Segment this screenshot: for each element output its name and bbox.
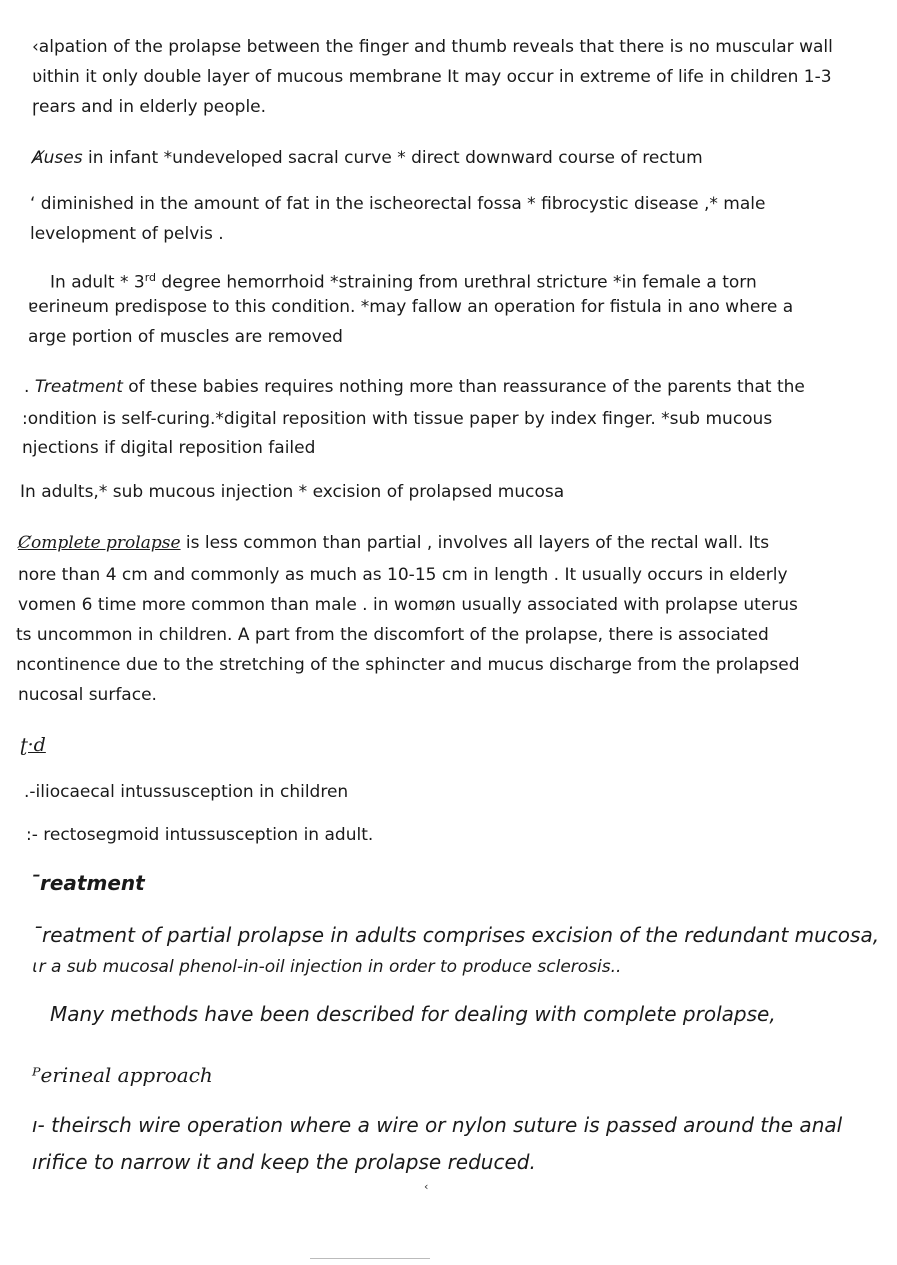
- causes-line: [32, 147, 703, 169]
- causes-label: Ⱥuses: [32, 148, 83, 168]
- text-line: ‘ diminished in the amount of fat in the ischeorectal fossa * fibrocystic disease ,* male: [30, 194, 766, 214]
- treatment-label: Treatment: [34, 377, 123, 397]
- text-line: arge portion of muscles are removed: [28, 327, 343, 347]
- text-line: levelopment of pelvis .: [30, 224, 224, 244]
- text-line: ı- theirsch wire operation where a wire or nylon suture is passed around the anal: [32, 1113, 843, 1137]
- list-item: :- rectosegmoid intussusception in adult.: [26, 825, 374, 845]
- section-heading: ˉreatment: [30, 871, 145, 895]
- text-line: ɼears and in elderly people.: [32, 97, 267, 117]
- text-line: ɩr a sub mucosal phenol-in-oil injection in order to produce sclerosis..: [32, 957, 622, 977]
- text-line: :ondition is self-curing.*digital reposition with tissue paper by index finger. *sub mucous: [22, 409, 773, 429]
- text-line: nucosal surface.: [18, 685, 157, 705]
- list-item: .-iliocaecal intussusception in children: [24, 782, 349, 802]
- text-line: In adults,* sub mucous injection * excision of prolapsed mucosa: [20, 482, 565, 502]
- adult-causes-line: [50, 267, 757, 294]
- treatment-text: of these babies requires nothing more than reassurance of the parents that the: [122, 377, 805, 397]
- text-line: ɐerineum predispose to this condition. *may fallow an operation for fistula in ano where a: [28, 297, 794, 317]
- scan-artifact: [310, 1258, 430, 1259]
- differential-diagnosis-label: ʈ·d: [20, 734, 46, 756]
- text-line: ‹alpation of the prolapse between the finger and thumb reveals that there is no muscular wall: [32, 37, 833, 57]
- subsection-heading: ᴾerineal approach: [32, 1063, 213, 1087]
- page-number-mark: ‹: [424, 1180, 429, 1193]
- text-line: njections if digital reposition failed: [22, 438, 316, 458]
- text-line: vomen 6 time more common than male . in womøn usually associated with prolapse uterus: [18, 595, 798, 615]
- complete-prolapse-line: [18, 532, 769, 554]
- complete-prolapse-label: Ȼomplete prolapse: [18, 533, 181, 553]
- text-line: ˉreatment of partial prolapse in adults comprises excision of the redundant mucosa,: [32, 923, 880, 947]
- adult-causes-text: In adult * 3: [50, 272, 145, 293]
- text-line: nore than 4 cm and commonly as much as 10-15 cm in length . It usually occurs in elderly: [18, 565, 788, 585]
- text-line: ırifice to narrow it and keep the prolapse reduced.: [32, 1150, 536, 1174]
- causes-text: in infant *undeveloped sacral curve * direct downward course of rectum: [82, 148, 703, 168]
- bullet-dot: .: [24, 377, 35, 397]
- ordinal-suffix: rd: [144, 271, 156, 284]
- adult-causes-text-cont: degree hemorrhoid *straining from urethral stricture *in female a torn: [156, 272, 757, 293]
- treatment-line: [24, 376, 805, 398]
- complete-prolapse-text: is less common than partial , involves all layers of the rectal wall. Its: [180, 533, 770, 553]
- text-line: ʋithin it only double layer of mucous membrane It may occur in extreme of life in children 1-3: [32, 67, 832, 87]
- text-line: ts uncommon in children. A part from the discomfort of the prolapse, there is associated: [16, 625, 769, 645]
- text-line: Many methods have been described for dealing with complete prolapse,: [50, 1002, 776, 1026]
- text-line: ncontinence due to the stretching of the sphincter and mucus discharge from the prolapsed: [16, 655, 800, 675]
